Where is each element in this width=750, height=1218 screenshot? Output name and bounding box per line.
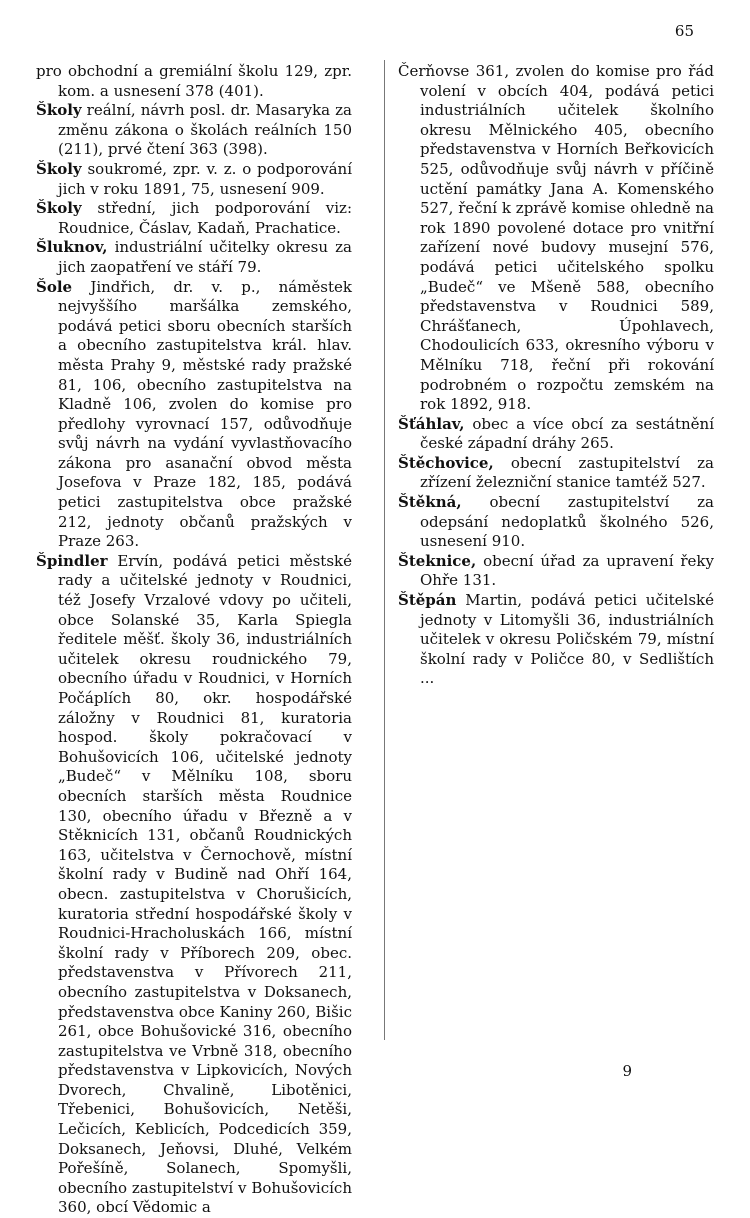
index-entry: Školy střední, jich podporování viz: Roudnice, Čáslav, Kadaň, Prachatice.	[36, 199, 352, 237]
index-entry: Štěkná, obecní zastupitelství za odepsání nedoplatků školného 526, usnesení 910.	[398, 493, 714, 551]
index-entry: Šluknov, industriální učitelky okresu za jich zaopatření ve stáří 79.	[36, 238, 352, 276]
index-entry: Štěchovice, obecní zastupitelství za zřízení železniční stanice tamtéž 527.	[398, 453, 714, 492]
column-divider	[384, 60, 385, 1040]
signature-mark: 9	[622, 1062, 632, 1080]
index-entry: Špindler Ervín, podává petici městské rady a učitelské jednoty v Roudnici, též Josefy Vrzalové vdovy po učiteli, obce Solanské 35, Karla Spiegla ředitele měšť. školy 36, industriálních učitelek okresu roudnického 79, obecního úřadu v Roudnici, v Horních Počáplích 80, okr. hospodářské záložny v Roudnici 81, kuratoria hospod. školy pokračovací v Bohušovicích 106, učitelské jednoty „Budeč“ v Mělníku 108, sboru obecních starších města Roudnice 130, obecního úřadu v Březně a v Stěknicích 131, občanů Roudnických 163, učitelstva v Černochově, místní školní rady v Budině nad Ohří 164, obecn. zastupitelstva v Chorušicích, kuratoria střední hospodářské školy v Roudnici-Hracholuskách 166, místní školní rady v Příborech 209, obec. představenstva v Přívorech 211, obecního zastupitelstva v Doksanech, představenstva obce Kaniny 260, Bišic 261, obce Bohušovické 316, obecního zastupitelstva ve Vrbně 318, obecního představenstva v Lipkovicích, Nových Dvorech, Chvalině, Libotěnici, Třebenici, Bohušovicích, Netěši, Lečicích, Keblicích, Podcedicích 359, Doksanech, Jeňovsi, Dluhé, Velkém Pořešíně, Solanech, Spomyšli, obecního zastupitelství v Bohušovicích 360, obcí Vědomic a	[36, 551, 352, 1217]
page-number: 65	[674, 22, 694, 40]
index-entry: Štěpán Martin, podává petici učitelské jednoty v Litomyšli 36, industriálních učitelek v okresu Poličském 79, místní školní rady v Poličce 80, v Sedlištích ...	[398, 591, 714, 688]
index-entry: Školy reální, návrh posl. dr. Masaryka za změnu zákona o školách reálních 150 (211), prvé čtení 363 (398).	[36, 101, 352, 159]
right-column	[398, 62, 714, 689]
index-entry: pro obchodní a gremiální školu 129, zpr. kom. a usnesení 378 (401).	[36, 62, 352, 100]
index-entry: Šťáhlav, obec a více obcí za sestátnění české západní dráhy 265.	[398, 414, 714, 453]
left-column	[36, 62, 352, 1218]
index-entry: Čerňovse 361, zvolen do komise pro řád volení v obcích 404, podává petici industriálních učitelek školního okresu Mělnického 405, obecního představenstva v Horních Beřkovicích 525, odůvodňuje svůj návrh v příčině uctění památky Jana A. Komenského 527, řeční k zprávě komise ohledně na rok 1890 povolené dotace pro vnitřní zařízení nové budovy musejní 576, podává petici učitelského spolku „Budeč“ ve Mšeně 588, obecního představenstva v Roudnici 589, Chrášťanech, Úpohlavech, Chodoulicích 633, okresního výboru v Mělníku 718, řeční při rokování podrobném o rozpočtu zemském na rok 1892, 918.	[398, 62, 714, 414]
index-entry: Šteknice, obecní úřad za upravení řeky Ohře 131.	[398, 551, 714, 590]
index-entry: Šole Jindřich, dr. v. p., náměstek nejvyššího maršálka zemského, podává petici sboru obecních starších a obecního zastupitelstva král. hlav. města Prahy 9, městské rady pražské 81, 106, obecního zastupitelstva na Kladně 106, zvolen do komise pro předlohy vyrovnací 157, odůvodňuje svůj návrh na vydání vyvlastňovacího zákona pro asanační obvod města Josefova v Praze 182, 185, podává petici zastupitelstva obce pražské 212, jednoty občanů pražských v Praze 263.	[36, 277, 352, 551]
index-entry: Školy soukromé, zpr. v. z. o podporování jich v roku 1891, 75, usnesení 909.	[36, 159, 352, 198]
